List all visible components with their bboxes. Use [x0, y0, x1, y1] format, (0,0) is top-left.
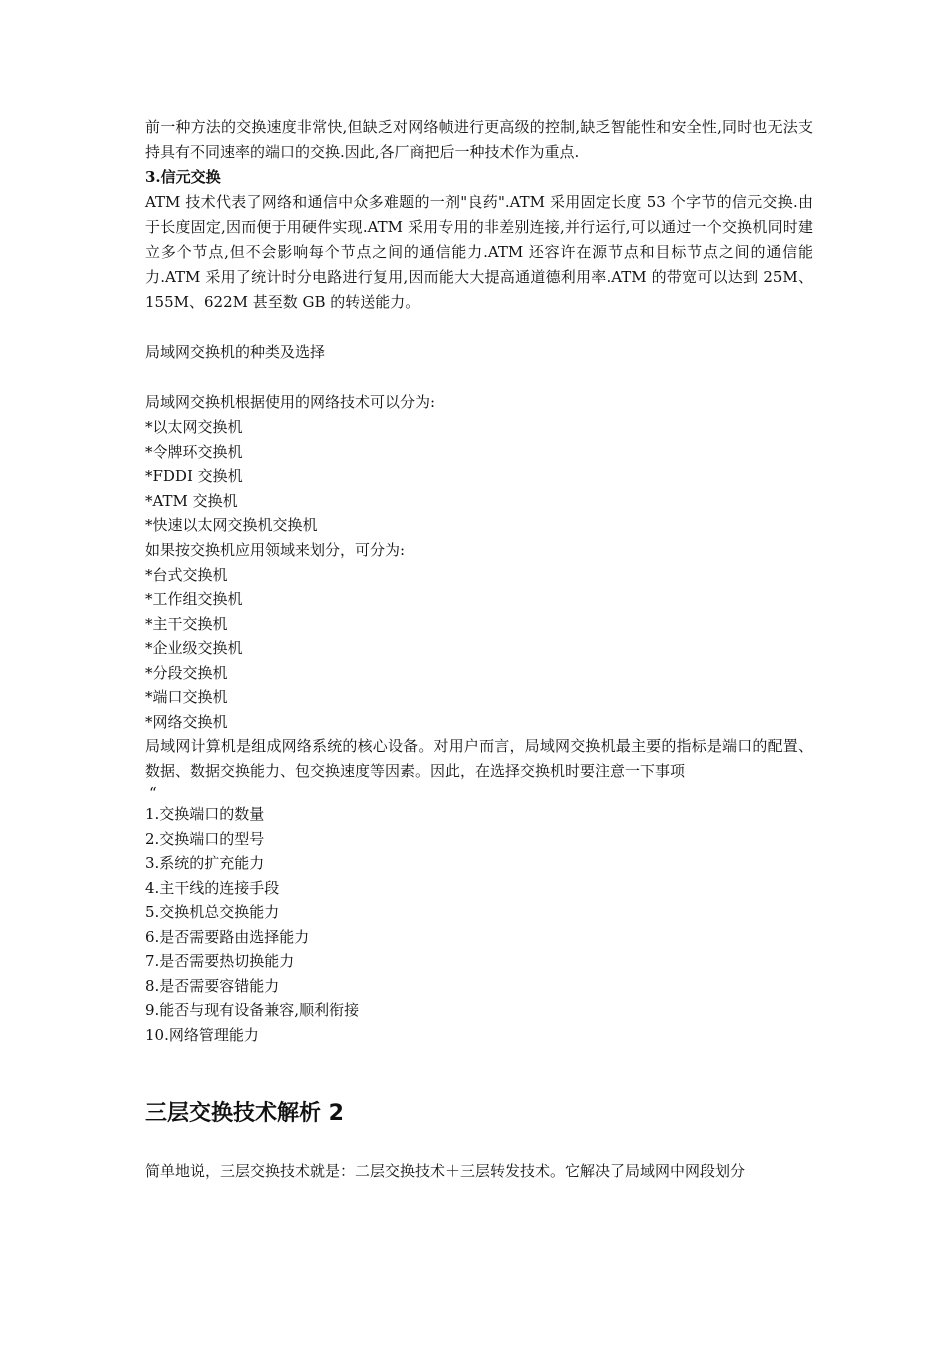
list-item: 7.是否需要热切换能力 [145, 952, 295, 970]
list-item: *企业级交换机 [145, 639, 243, 657]
list-item: 9.能否与现有设备兼容,顺利衔接 [145, 1001, 360, 1019]
cell-switching-paragraph: ATM 技术代表了网络和通信中众多难题的一剂"良药".ATM 采用固定长度 53 个字节的信元交换.由于长度固定,因而便于用硬件实现.ATM 采用专用的非差别连接,并行运行,可以通过一个交换机同时建立多个节点,但不会影响每个节点之间的通信能力.ATM 还容许在源节点和目标节点之间的通信能力.ATM 采用了统计时分电路进行复用,因而能大大提高通道德利用率.ATM 的带宽可以达到 25M、155M、622M 甚至数 GB 的转送能力。 [145, 193, 813, 311]
list-item: 3.系统的扩充能力 [145, 854, 265, 872]
by-tech-list [145, 415, 813, 538]
list-item: *主干交换机 [145, 614, 228, 633]
list-item: 6.是否需要路由选择能力 [145, 927, 310, 946]
list-item: 5.交换机总交换能力 [145, 903, 280, 921]
list-item: 10.网络管理能力 [145, 1025, 259, 1044]
by-field-list [145, 563, 813, 735]
list-item: 1.交换端口的数量 [145, 805, 265, 823]
selection-paragraph: 局域网计算机是组成网络系统的核心设备。对用户而言，局域网交换机最主要的指标是端口的配置、数据、数据交换能力、包交换速度等因素。因此，在选择交换机时要注意一下事项 [145, 737, 813, 780]
cell-switching-heading: 3.信元交换 [145, 168, 221, 186]
list-item: *台式交换机 [145, 565, 228, 584]
by-field-lead: 如果按交换机应用领域来划分，可分为: [145, 540, 406, 559]
list-item: *以太网交换机 [145, 418, 243, 436]
types-section-title: 局域网交换机的种类及选择 [145, 343, 326, 361]
list-item: 4.主干线的连接手段 [145, 878, 280, 897]
list-item: *端口交换机 [145, 688, 228, 706]
list-item: 2.交换端口的型号 [145, 829, 265, 848]
list-item: *工作组交换机 [145, 590, 243, 608]
list-item: *快速以太网交换机交换机 [145, 516, 318, 534]
quote-mark: “ [149, 784, 157, 802]
layer3-paragraph: 简单地说，三层交换技术就是：二层交换技术＋三层转发技术。它解决了局域网中网段划分 [145, 1162, 746, 1180]
layer3-heading: 三层交换技术解析 2 [145, 1101, 344, 1126]
list-item: *分段交换机 [145, 663, 228, 682]
by-tech-lead: 局域网交换机根据使用的网络技术可以分为: [145, 393, 436, 411]
list-item: *ATM 交换机 [145, 491, 238, 510]
intro-paragraph: 前一种方法的交换速度非常快,但缺乏对网络帧进行更高级的控制,缺乏智能性和安全性,同时也无法支持具有不同速率的端口的交换.因此,各厂商把后一种技术作为重点. [145, 118, 813, 161]
list-item: *令牌环交换机 [145, 442, 243, 461]
document-page [145, 115, 813, 1184]
selection-list [145, 802, 813, 1047]
list-item: 8.是否需要容错能力 [145, 976, 280, 995]
list-item: *FDDI 交换机 [145, 467, 243, 485]
list-item: *网络交换机 [145, 712, 228, 731]
